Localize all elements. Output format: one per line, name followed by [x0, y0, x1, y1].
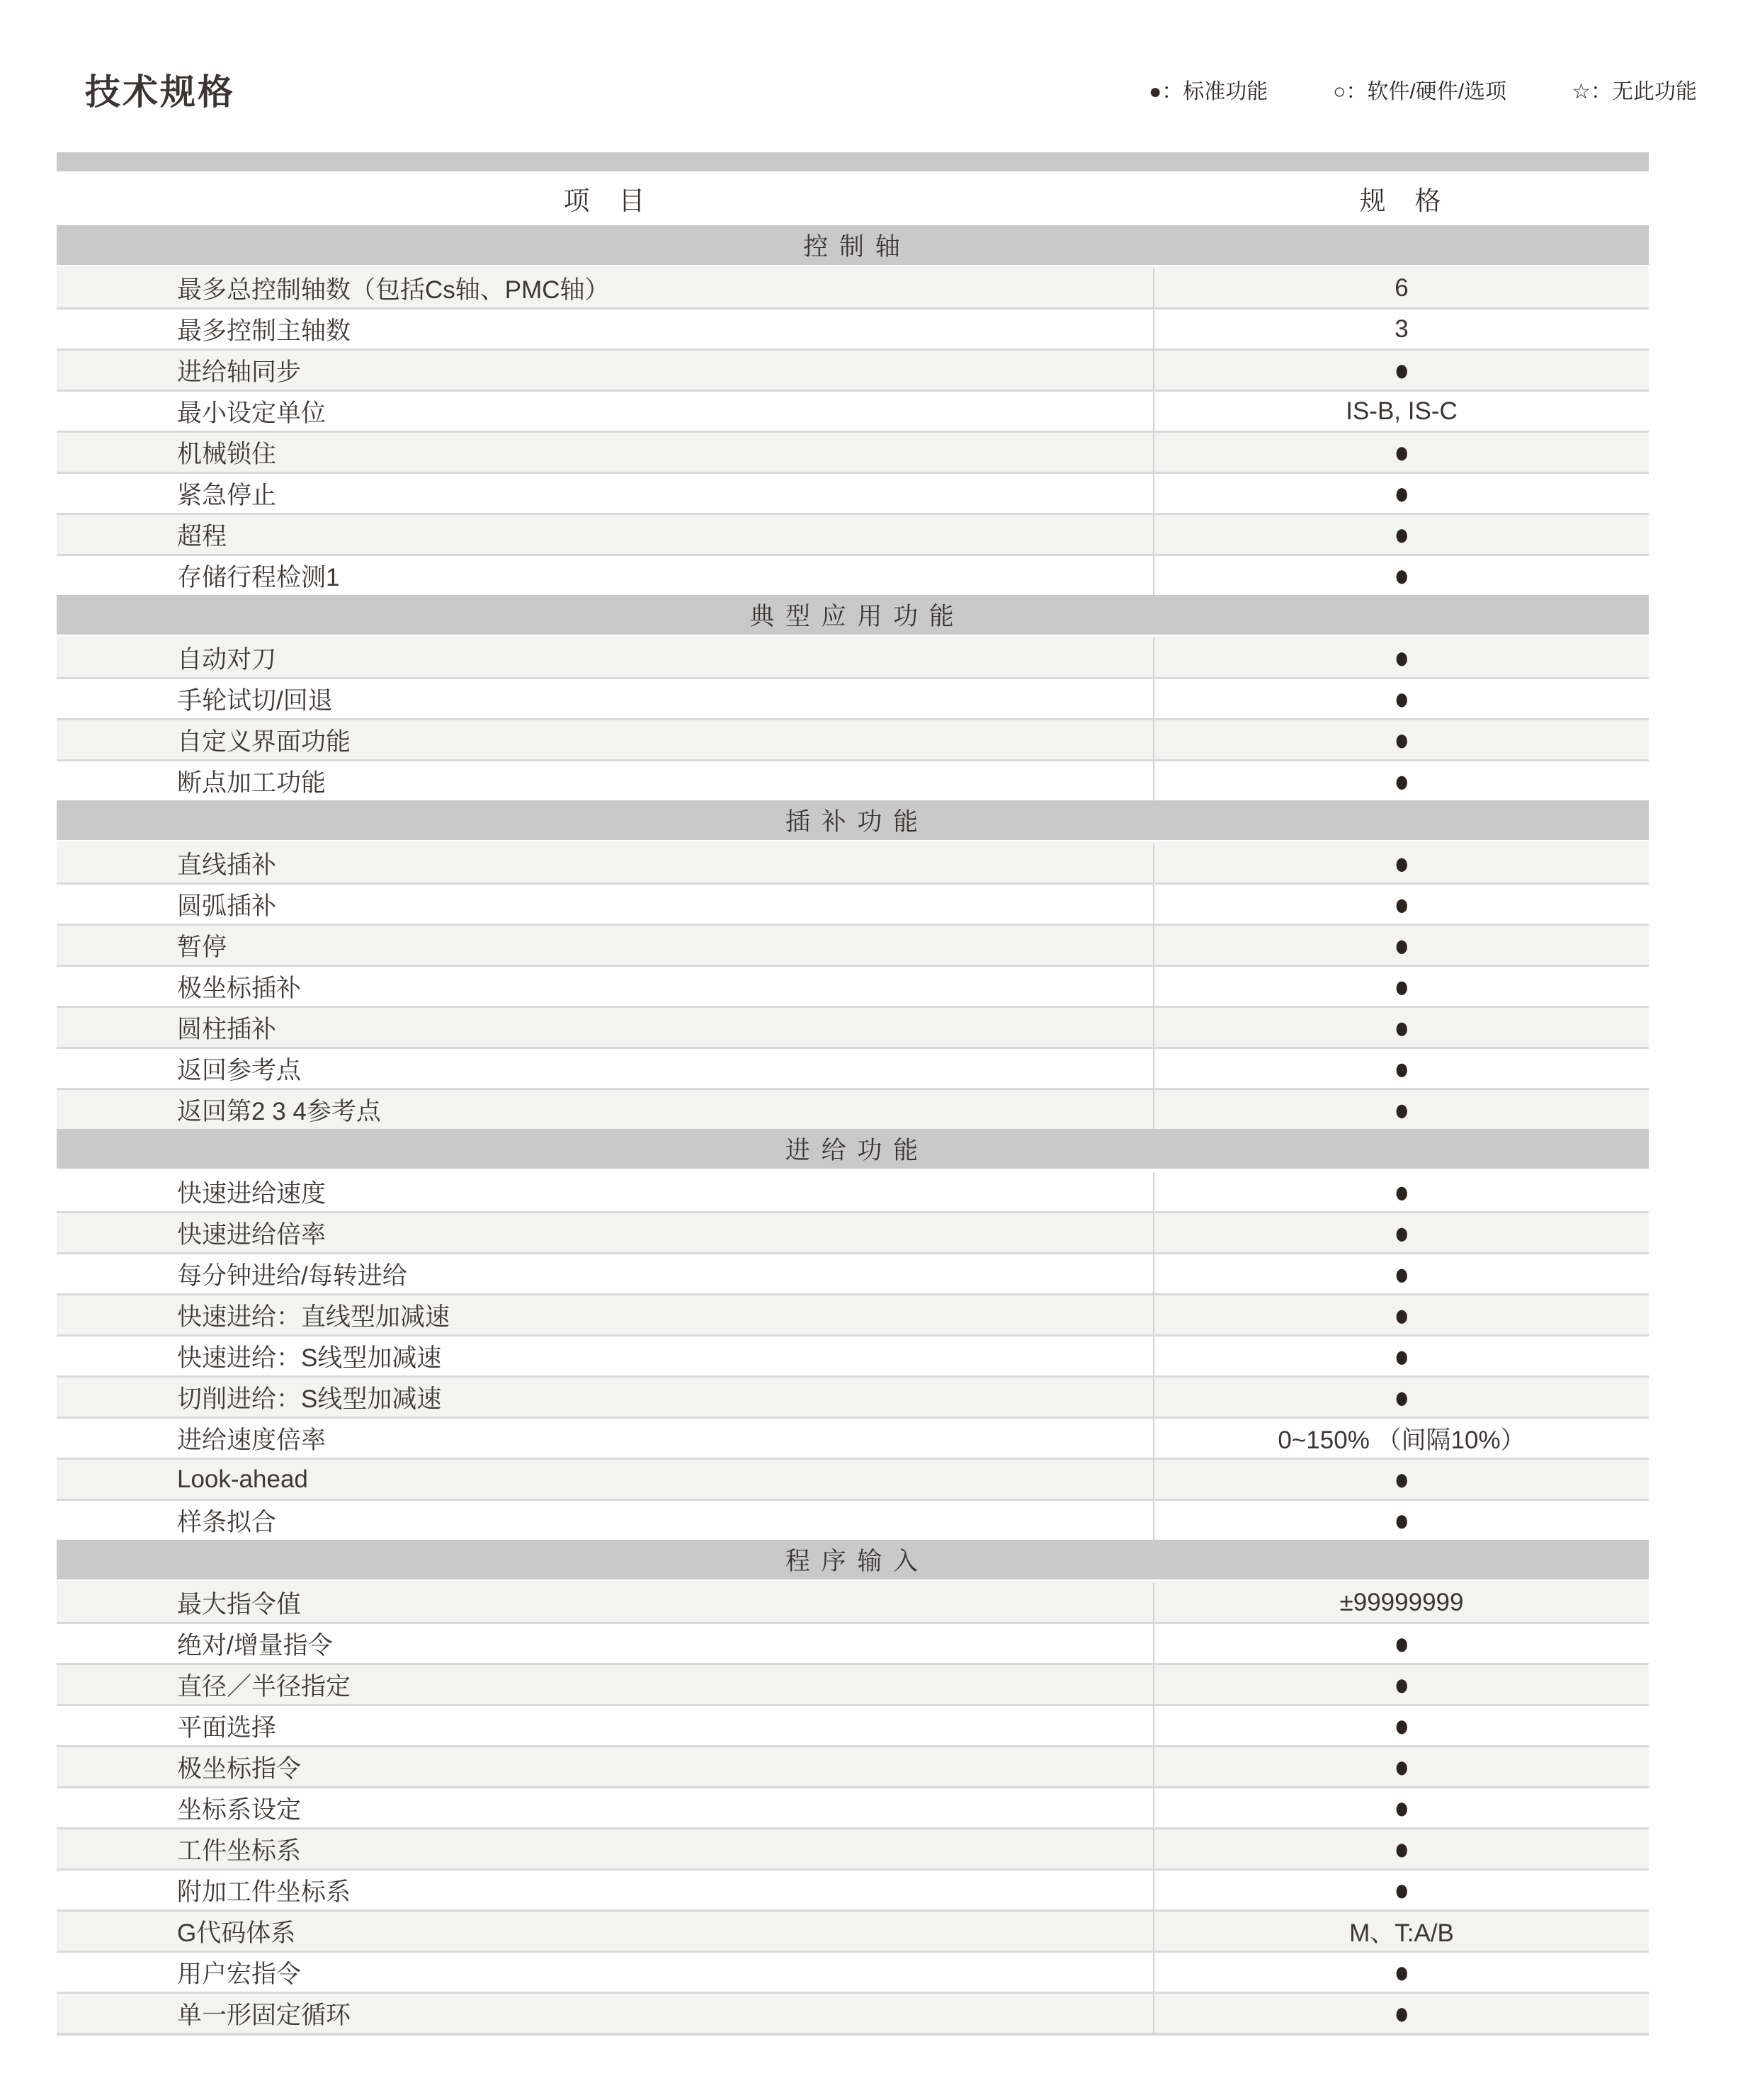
table-row: [57, 1252, 1649, 1293]
table-row: [57, 1951, 1649, 1992]
legend-item-not-available: ☆：无此功能: [1572, 80, 1697, 103]
row-item-label: 平面选择: [177, 1713, 277, 1742]
table-row: [57, 1827, 1649, 1868]
table-row: [57, 1088, 1649, 1129]
spec-value: ●: [1394, 681, 1409, 717]
spec-value: ●: [1394, 722, 1409, 758]
spec-value: ●: [1394, 1215, 1409, 1251]
row-spec-cell: [1153, 268, 1649, 307]
row-item-label: 每分钟进给/每转进给: [177, 1261, 407, 1290]
row-item-label: 返回参考点: [177, 1056, 302, 1084]
spec-value: ●: [1394, 1872, 1409, 1908]
spec-value: ●: [1394, 1667, 1409, 1703]
section-title: 控 制 轴: [803, 233, 902, 261]
row-spec-cell: [1153, 351, 1649, 390]
row-item-label: 附加工件坐标系: [177, 1878, 351, 1906]
spec-value: ●: [1394, 1790, 1409, 1826]
row-item-label: 极坐标插补: [177, 974, 302, 1002]
row-spec-cell: [1153, 1090, 1649, 1129]
table-row: [57, 677, 1649, 718]
table-row: [57, 554, 1649, 595]
table-column-header: [57, 171, 1649, 225]
table-row: [57, 1417, 1649, 1458]
row-item-label: Look-ahead: [177, 1465, 308, 1493]
row-item-label: 快速进给速度: [177, 1179, 326, 1208]
row-spec-cell: [1153, 761, 1649, 800]
row-spec-cell: [1153, 1172, 1649, 1211]
table-row: [57, 472, 1649, 513]
row-item-label: 直径／半径指定: [177, 1672, 351, 1701]
table-row: [57, 759, 1649, 800]
spec-value: ●: [1394, 1009, 1409, 1045]
row-spec-cell: [1153, 515, 1649, 554]
legend-item-software-hardware-option: ○：软件/硬件/选项: [1333, 80, 1507, 103]
legend: [1149, 74, 1697, 105]
table-row: [57, 1211, 1649, 1252]
row-item-label: 圆柱插补: [177, 1015, 277, 1043]
table-row: [57, 1581, 1649, 1622]
row-spec-cell: [1153, 1665, 1649, 1704]
table-row: [57, 924, 1649, 965]
table-row: [57, 1375, 1649, 1417]
row-item-label: 自定义界面功能: [177, 727, 351, 756]
spec-value: ●: [1394, 1995, 1409, 2031]
row-item-label: 断点加工功能: [177, 768, 326, 797]
spec-value: ●: [1394, 1050, 1409, 1086]
row-item-label: 工件坐标系: [177, 1837, 302, 1865]
table-row: [57, 1458, 1649, 1499]
row-item-label: 最多总控制轴数（包括Cs轴、PMC轴）: [177, 276, 610, 304]
table-row: [57, 1909, 1649, 1951]
section-header-row: [57, 225, 1649, 266]
row-item-label: 手轮试切/回退: [177, 686, 333, 715]
row-item-label: 快速进给：直线型加减速: [177, 1302, 450, 1331]
row-spec-cell: [1153, 885, 1649, 924]
row-spec-cell: [1153, 1254, 1649, 1293]
table-row: [57, 431, 1649, 472]
section-header-row: [57, 1129, 1649, 1170]
row-item-label: 坐标系设定: [177, 1795, 302, 1824]
table-row: [57, 1293, 1649, 1334]
row-item-label: 超程: [177, 522, 227, 550]
spec-value: ●: [1394, 1174, 1409, 1210]
table-row: [57, 1334, 1649, 1375]
row-item-label: 圆弧插补: [177, 892, 277, 920]
spec-value: ●: [1394, 516, 1409, 552]
table-rows: [57, 225, 1649, 2036]
row-spec-cell: [1153, 638, 1649, 677]
row-item-label: 样条拟合: [177, 1508, 277, 1536]
row-spec-cell: [1153, 1871, 1649, 1909]
table-row: [57, 1745, 1649, 1786]
row-spec-cell: [1153, 844, 1649, 882]
spec-value: ●: [1394, 1502, 1409, 1538]
row-spec-cell: [1153, 474, 1649, 513]
table-row: [57, 882, 1649, 924]
spec-value: ●: [1394, 1297, 1409, 1333]
spec-value: ●: [1394, 845, 1409, 881]
page-title: 技术规格: [85, 72, 235, 112]
row-item-label: 绝对/增量指令: [177, 1631, 333, 1659]
spec-value: IS-B, IS-C: [1346, 397, 1458, 425]
row-item-label: 暂停: [177, 933, 227, 961]
table-row: [57, 390, 1649, 431]
row-spec-cell: [1153, 1419, 1649, 1458]
spec-value: ●: [1394, 927, 1409, 963]
row-spec-cell: [1153, 1460, 1649, 1499]
spec-value: ●: [1394, 763, 1409, 799]
table-row: [57, 513, 1649, 554]
row-spec-cell: [1153, 1994, 1649, 2033]
spec-value: ●: [1394, 1831, 1409, 1867]
spec-value: ●: [1394, 1708, 1409, 1744]
row-spec-cell: [1153, 556, 1649, 595]
row-item-label: G代码体系: [177, 1919, 296, 1947]
section-title: 程 序 输 入: [785, 1548, 921, 1575]
row-spec-cell: [1153, 1747, 1649, 1786]
section-header-row: [57, 595, 1649, 636]
section-title: 插 补 功 能: [785, 808, 921, 836]
row-item-label: 最多控制主轴数: [177, 317, 351, 345]
section-title: 进 给 功 能: [785, 1137, 921, 1164]
row-spec-cell: [1153, 720, 1649, 759]
row-spec-cell: [1153, 1706, 1649, 1745]
row-spec-cell: [1153, 1049, 1649, 1088]
spec-value: ●: [1394, 1625, 1409, 1662]
table-row: [57, 841, 1649, 882]
page-header: [85, 64, 1697, 115]
row-item-label: 机械锁住: [177, 440, 277, 468]
spec-value: ±99999999: [1339, 1588, 1464, 1616]
spec-value: 3: [1395, 314, 1409, 343]
row-item-label: 单一形固定循环: [177, 2001, 351, 2029]
row-spec-cell: [1153, 1912, 1649, 1951]
row-item-label: 存储行程检测1: [177, 563, 340, 591]
legend-item-standard-function: ●：标准功能: [1149, 80, 1268, 103]
section-header-row: [57, 800, 1649, 841]
spec-value: ●: [1394, 1338, 1409, 1374]
row-item-label: 自动对刀: [177, 645, 277, 674]
table-row: [57, 348, 1649, 390]
row-spec-cell: [1153, 1829, 1649, 1868]
row-item-label: 极坐标指令: [177, 1754, 302, 1783]
spec-value: 0~150% （间隔10%）: [1278, 1426, 1526, 1454]
table-row: [57, 266, 1649, 307]
row-spec-cell: [1153, 1583, 1649, 1622]
row-item-label: 返回第2 3 4参考点: [177, 1097, 381, 1125]
row-item-label: 进给轴同步: [177, 358, 302, 386]
spec-value: 6: [1395, 273, 1409, 302]
table-row: [57, 1047, 1649, 1088]
table-row: [57, 718, 1649, 759]
section-title: 典 型 应 用 功 能: [749, 603, 956, 630]
table-row: [57, 1663, 1649, 1704]
row-spec-cell: [1153, 679, 1649, 718]
table-row: [57, 307, 1649, 348]
row-spec-cell: [1153, 1008, 1649, 1047]
row-item-label: 快速进给倍率: [177, 1220, 326, 1249]
table-row: [57, 965, 1649, 1006]
spec-value: ●: [1394, 1749, 1409, 1785]
spec-value: M、T:A/B: [1349, 1919, 1454, 1947]
row-item-label: 紧急停止: [177, 481, 277, 509]
spec-value: ●: [1394, 557, 1409, 594]
row-spec-cell: [1153, 433, 1649, 472]
spec-value: ●: [1394, 434, 1409, 470]
table-row: [57, 1622, 1649, 1663]
spec-value: ●: [1394, 352, 1409, 388]
row-item-label: 直线插补: [177, 851, 277, 879]
row-spec-cell: [1153, 1953, 1649, 1992]
row-spec-cell: [1153, 1788, 1649, 1827]
spec-value: ●: [1394, 1256, 1409, 1292]
row-spec-cell: [1153, 1336, 1649, 1375]
row-spec-cell: [1153, 967, 1649, 1006]
table-top-bar: [57, 152, 1649, 171]
row-item-label: 切削进给：S线型加减速: [177, 1385, 442, 1413]
spec-value: ●: [1394, 1461, 1409, 1497]
spec-table: [57, 152, 1649, 2036]
row-spec-cell: [1153, 1295, 1649, 1334]
table-row: [57, 1170, 1649, 1211]
item-column-header: 项 目: [563, 186, 647, 215]
table-row: [57, 636, 1649, 677]
row-item-label: 快速进给：S线型加减速: [177, 1344, 442, 1372]
spec-value: ●: [1394, 475, 1409, 511]
row-spec-cell: [1153, 310, 1649, 348]
row-item-label: 用户宏指令: [177, 1960, 302, 1988]
table-row: [57, 1868, 1649, 1909]
row-spec-cell: [1153, 392, 1649, 431]
row-spec-cell: [1153, 926, 1649, 965]
section-header-row: [57, 1540, 1649, 1581]
table-row: [57, 1992, 1649, 2033]
table-row: [57, 1704, 1649, 1745]
row-item-label: 最大指令值: [177, 1590, 302, 1618]
spec-value: ●: [1394, 968, 1409, 1004]
spec-value: ●: [1394, 640, 1409, 676]
spec-value: ●: [1394, 1954, 1409, 1990]
row-spec-cell: [1153, 1213, 1649, 1252]
table-row: [57, 1006, 1649, 1047]
row-spec-cell: [1153, 1501, 1649, 1540]
spec-value: ●: [1394, 886, 1409, 922]
row-item-label: 最小设定单位: [177, 399, 326, 427]
row-spec-cell: [1153, 1378, 1649, 1417]
table-row: [57, 1786, 1649, 1827]
spec-value: ●: [1394, 1091, 1409, 1128]
spec-value: ●: [1394, 1379, 1409, 1415]
spec-column-header: 规 格: [1359, 186, 1443, 215]
table-row: [57, 1499, 1649, 1540]
row-item-label: 进给速度倍率: [177, 1426, 326, 1454]
row-spec-cell: [1153, 1624, 1649, 1663]
